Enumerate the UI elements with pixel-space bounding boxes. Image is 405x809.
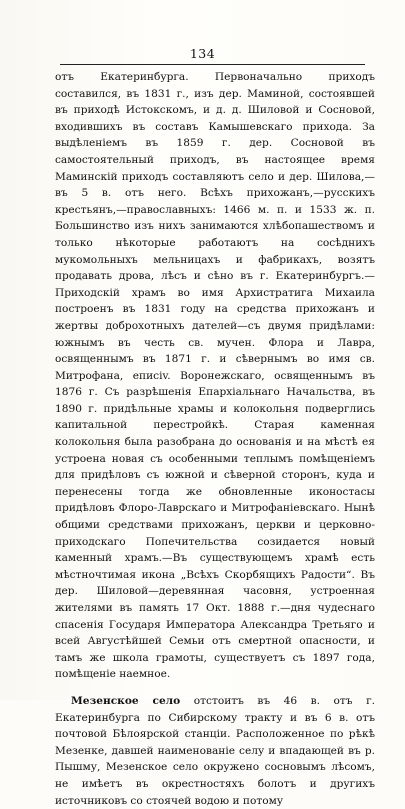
- paragraph-text: отстоитъ въ 46 в. отъ г. Екатеринбурга по Сибирскому тракту и въ 6 в. отъ почтовой Бѣлоярской станціи. Расположенное по рѣкѣ Мезенке, давшей наименованіе селу и впадающей въ р. Пышму, Мезенское село окружено сосновымъ лѣсомъ, не имѣетъ въ окрестностяхъ болотъ и другихъ источниковъ со стоячей водою и потому: [55, 694, 375, 807]
- page-body: [55, 69, 375, 809]
- header-rule: [60, 64, 365, 65]
- paragraph-mezenskoe: [55, 693, 375, 809]
- page-number: 134: [189, 46, 216, 61]
- paragraph-mamino-parish: отъ Екатеринбурга. Первоначально приходъ составился, въ 1831 г., изъ дер. Маминой, состоявшей въ приходѣ Истокскомъ, и д. д. Шиловой и Сосновой, входившихъ въ составъ Камышевскаго прихода. За выдѣленіемъ въ 1859 г. дер. Сосновой въ самостоятельный приходъ, въ настоящее время Маминскій приходъ составляютъ село и дер. Шилова,—въ 5 в. отъ него. Всѣхъ прихожанъ,—русскихъ крестьянъ,—православныхъ: 1466 м. п. и 1533 ж. п. Большинство изъ нихъ занимаются хлѣбопашествомъ и только нѣкоторые работаютъ на сосѣднихъ мукомольныхъ мельницахъ и фабрикахъ, возятъ продавать дрова, лѣсъ и сѣно въ г. Екатеринбургъ.—Приходскій храмъ во имя Архистратига Михаила построенъ въ 1831 году на средства прихожанъ и жертвы доброхотныхъ дателей—съ двумя придѣлами: южнымъ въ честь св. мучен. Флора и Лавра, освященнымъ въ 1871 г. и сѣвернымъ во имя св. Митрофана, епиciv. Воронежскаго, освященнымъ въ 1876 г. Съ разрѣшенія Епархіальнаго Начальства, въ 1890 г. придѣльные храмы и колокольня подверглись капитальной перестройкѣ. Старая каменная колокольня была разобрана до основанія и на мѣстѣ ея устроена новая съ особенными теплымъ помѣщеніемъ для придѣловъ съ южной и сѣверной сторонъ, куда и перенесены тогда же обновленные иконостасы придѣловъ Флоро-Лаврскаго и Митрофаніевскаго. Нынѣ общими средствами прихожанъ, церкви и церковно-приходскаго Попечительства созидается новый каменный храмъ.—Въ существующемъ храмѣ есть мѣстночтимая икона „Всѣхъ Скорбящихъ Радости“. Въ дер. Шиловой—деревянная часовня, устроенная жителями въ память 17 Окт. 1888 г.—дня чудеснаго спасенія Государя Императора Александра Третьяго и всей Августѣйшей Семьи отъ смертной опасности, и тамъ же школа грамоты, существуетъ съ 1897 года, помѣщеніе наемное.: [55, 71, 375, 681]
- paragraph-lead-title: Мезенское село: [71, 694, 181, 707]
